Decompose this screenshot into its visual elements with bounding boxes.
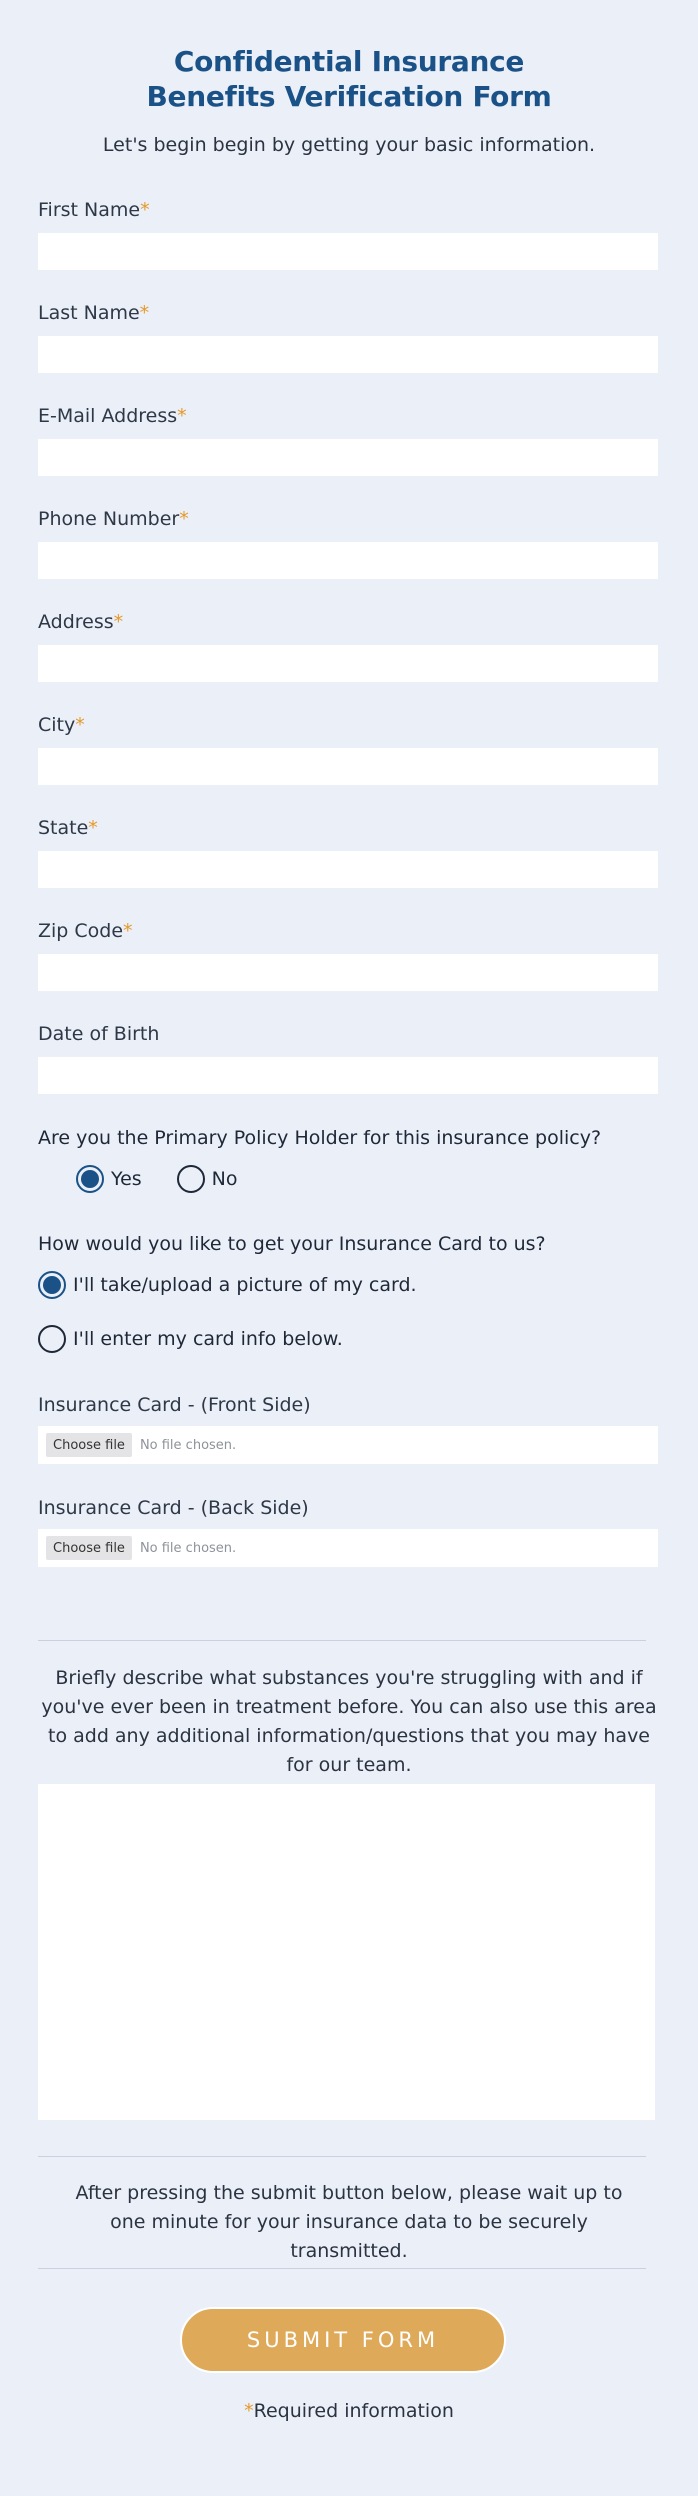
address-label <box>38 611 123 633</box>
radio-selected-dot <box>81 1170 99 1188</box>
first-name-input[interactable] <box>38 233 658 270</box>
form-subtitle: Let's begin begin by getting your basic information. <box>102 134 596 156</box>
card-back-file-input[interactable] <box>38 1529 658 1567</box>
city-input[interactable] <box>38 748 658 785</box>
date-of-birth-label: Date of Birth <box>38 1023 160 1045</box>
radio-option-yes[interactable] <box>76 1165 142 1193</box>
email-label <box>38 405 187 427</box>
phone-label <box>38 508 189 530</box>
insurance-card-question: How would you like to get your Insurance Card to us? <box>38 1233 546 1255</box>
required-asterisk: * <box>244 2400 254 2422</box>
city-label-text: City <box>38 714 76 736</box>
radio-upload-picture-label: I'll take/upload a picture of my card. <box>73 1274 417 1296</box>
radio-option-no[interactable] <box>177 1165 238 1193</box>
required-asterisk: * <box>179 508 189 530</box>
radio-no-label: No <box>211 1168 238 1190</box>
address-label-text: Address <box>38 611 114 633</box>
address-input[interactable] <box>38 645 658 682</box>
form-title <box>0 44 698 114</box>
radio-enter-card-info[interactable] <box>38 1325 66 1353</box>
policy-holder-question: Are you the Primary Policy Holder for this insurance policy? <box>38 1127 602 1149</box>
required-asterisk: * <box>177 405 187 427</box>
state-input[interactable] <box>38 851 658 888</box>
submit-note: After pressing the submit button below, please wait up to one minute for your insurance data to be securely transmitted. <box>75 2182 623 2262</box>
section-divider <box>38 2268 646 2269</box>
required-asterisk: * <box>88 817 98 839</box>
radio-selected-dot <box>43 1276 61 1294</box>
section-divider <box>38 1640 646 1641</box>
zip-code-label <box>38 920 133 942</box>
card-front-file-input[interactable] <box>38 1426 658 1464</box>
state-label <box>38 817 98 839</box>
describe-instructions: Briefly describe what substances you're struggling with and if you've ever been in treatment before. You can also use this area to add any additional information/questions that you may have for our team. <box>41 1667 657 1776</box>
radio-option-upload-picture[interactable] <box>38 1271 417 1299</box>
phone-label-text: Phone Number <box>38 508 180 530</box>
email-input[interactable] <box>38 439 658 476</box>
policy-holder-options <box>38 1165 238 1193</box>
date-of-birth-input[interactable] <box>38 1057 658 1094</box>
zip-code-label-text: Zip Code <box>38 920 124 942</box>
required-asterisk: * <box>139 302 150 324</box>
radio-enter-card-info-label: I'll enter my card info below. <box>73 1328 343 1350</box>
state-label-text: State <box>38 817 89 839</box>
last-name-input[interactable] <box>38 336 658 373</box>
required-asterisk: * <box>140 199 150 221</box>
zip-code-input[interactable] <box>38 954 658 991</box>
radio-upload-picture[interactable] <box>38 1271 66 1299</box>
required-info-note <box>0 2400 698 2422</box>
radio-yes-label: Yes <box>111 1168 142 1190</box>
first-name-label <box>38 199 150 221</box>
radio-no[interactable] <box>177 1165 205 1193</box>
last-name-label <box>38 302 149 324</box>
radio-option-enter-card-info[interactable] <box>38 1325 343 1353</box>
required-asterisk: * <box>75 714 85 736</box>
card-back-choose-file-button[interactable]: Choose file <box>46 1536 132 1560</box>
required-asterisk: * <box>113 611 124 633</box>
city-label <box>38 714 85 736</box>
required-info-text: Required information <box>253 2400 454 2422</box>
card-front-choose-file-button[interactable]: Choose file <box>46 1433 132 1457</box>
card-back-label: Insurance Card - (Back Side) <box>38 1497 309 1519</box>
section-divider <box>38 2156 646 2157</box>
submit-button[interactable]: SUBMIT FORM <box>180 2307 506 2373</box>
form-title-line2: Benefits Verification Form <box>146 80 552 113</box>
required-asterisk: * <box>123 920 133 942</box>
additional-info-textarea[interactable] <box>38 1784 655 2120</box>
card-back-file-status: No file chosen. <box>139 1540 237 1556</box>
email-label-text: E-Mail Address <box>38 405 178 427</box>
radio-yes[interactable] <box>76 1165 104 1193</box>
card-front-file-status: No file chosen. <box>139 1437 237 1453</box>
phone-input[interactable] <box>38 542 658 579</box>
first-name-label-text: First Name <box>38 199 141 221</box>
form-title-line1: Confidential Insurance <box>173 45 525 78</box>
last-name-label-text: Last Name <box>38 302 140 324</box>
card-front-label: Insurance Card - (Front Side) <box>38 1394 311 1416</box>
